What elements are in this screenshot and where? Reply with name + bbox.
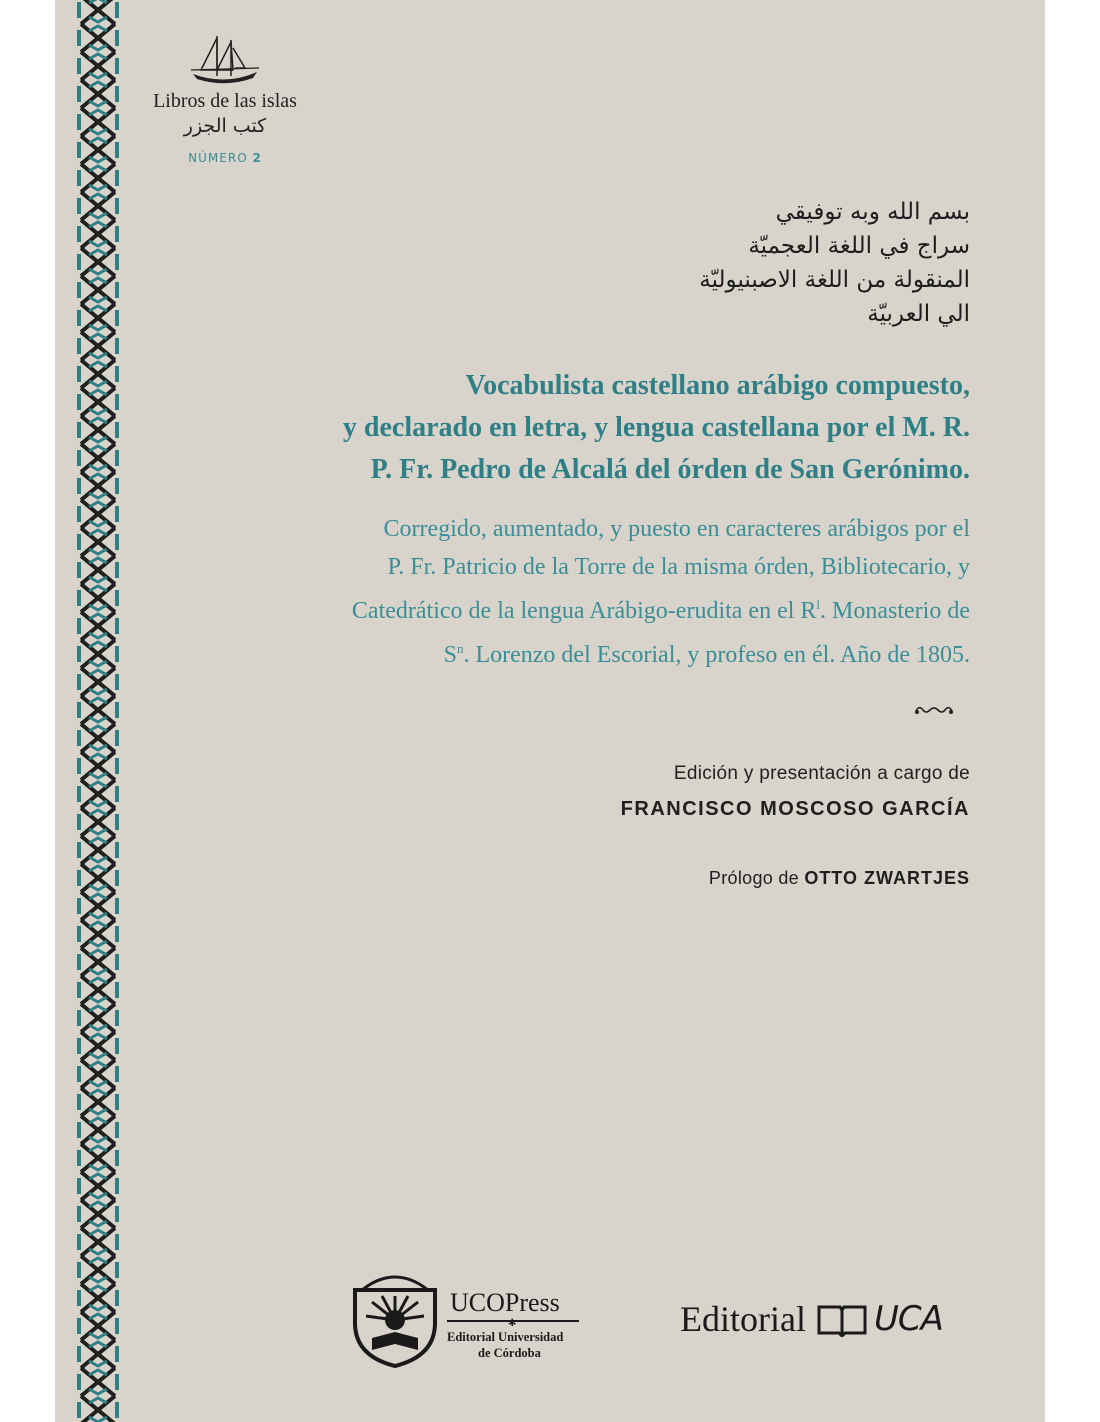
- border-knot: [79, 836, 117, 864]
- subtitle-line: [110, 586, 970, 630]
- border-knot: [79, 1172, 117, 1200]
- series-name-ar: كتب الجزر: [183, 115, 267, 137]
- border-knot: [79, 304, 117, 332]
- series-name-es: Libros de las islas: [153, 90, 297, 112]
- border-knot: [79, 780, 117, 808]
- decorative-border: [75, 0, 121, 1422]
- main-title-line: P. Fr. Pedro de Alcalá del órden de San Gerónimo.: [370, 454, 970, 485]
- border-knot: [79, 1088, 117, 1116]
- border-knot: [79, 892, 117, 920]
- prologue-author: OTTO ZWARTJES: [804, 868, 970, 888]
- border-knot: [79, 416, 117, 444]
- border-knot: [79, 388, 117, 416]
- subtitle-line: P. Fr. Patricio de la Torre de la misma órden, Bibliotecario, y: [387, 554, 970, 580]
- border-knot: [79, 1256, 117, 1284]
- border-knot: [79, 108, 117, 136]
- subtitle-text: S: [443, 642, 457, 668]
- border-knot: [79, 1284, 117, 1312]
- subtitle-text: . Lorenzo del Escorial, y profeso en él. Año de 1805.: [463, 642, 970, 668]
- border-knot: [79, 192, 117, 220]
- border-knot: [79, 696, 117, 724]
- prologue-credit: [709, 868, 970, 889]
- superscript: l: [816, 597, 821, 612]
- border-knot: [79, 80, 117, 108]
- subtitle: [110, 510, 970, 674]
- border-knot: [79, 1116, 117, 1144]
- border-knot: [79, 360, 117, 388]
- prologue-label: Prólogo de: [708, 868, 799, 888]
- border-knot: [79, 1340, 117, 1368]
- series-number-value: 2: [252, 151, 262, 165]
- border-knot: [79, 220, 117, 248]
- main-title-line: Vocabulista castellano arábigo compuesto,: [465, 370, 970, 401]
- border-knot: [79, 1368, 117, 1396]
- series-number-label: NÚMERO: [188, 151, 248, 165]
- border-knot: [79, 332, 117, 360]
- arabic-title-line: بسم الله وبه توفيقي: [775, 199, 970, 225]
- border-knot: [79, 948, 117, 976]
- border-knot: [79, 136, 117, 164]
- border-knot: [79, 1060, 117, 1088]
- edition-label: Edición y presentación a cargo de: [673, 763, 970, 784]
- border-knot: [79, 1396, 117, 1422]
- ship-icon: [187, 30, 263, 88]
- border-knot: [79, 52, 117, 80]
- subtitle-text: . Monasterio de: [820, 598, 970, 624]
- border-knot: [79, 164, 117, 192]
- subtitle-line: [110, 630, 970, 674]
- border-knot: [79, 24, 117, 52]
- border-knot: [79, 976, 117, 1004]
- border-knot: [79, 276, 117, 304]
- editorial-uca-logo: [680, 1298, 943, 1340]
- border-knot: [79, 248, 117, 276]
- arabic-title-line: المنقولة من اللغة الاصبنيوليّة: [699, 267, 970, 293]
- border-knot: [79, 1228, 117, 1256]
- border-knot: [79, 864, 117, 892]
- uca-word: UCA: [873, 1299, 943, 1339]
- ucopress-subtitle: Editorial Universidad: [447, 1330, 564, 1344]
- main-title: [150, 365, 970, 491]
- ucopress-logo: [350, 1268, 590, 1368]
- border-knot: [79, 920, 117, 948]
- main-title-line: y declarado en letra, y lengua castellana por el M. R.: [342, 412, 970, 443]
- star-icon: ✱: [508, 1318, 517, 1329]
- book-cover: [55, 0, 1045, 1422]
- arabic-title: [699, 195, 970, 331]
- subtitle-line: Corregido, aumentado, y puesto en caracteres arábigos por el: [383, 516, 970, 542]
- editor-name: FRANCISCO MOSCOSO GARCÍA: [620, 798, 970, 820]
- border-knot: [79, 1312, 117, 1340]
- ucopress-name: UCOPress: [450, 1288, 560, 1317]
- border-knot: [79, 1200, 117, 1228]
- superscript: n: [456, 641, 464, 656]
- border-knot: [79, 1032, 117, 1060]
- border-knot: [79, 472, 117, 500]
- border-knot: [79, 808, 117, 836]
- border-knot: [79, 752, 117, 780]
- ornament-icon: [913, 702, 955, 718]
- border-knot: [79, 724, 117, 752]
- border-knot: [79, 0, 117, 24]
- ucopress-subtitle: de Córdoba: [478, 1346, 541, 1360]
- series-number: [145, 151, 305, 165]
- border-knot: [79, 1004, 117, 1032]
- ucopress-shield-icon: [350, 1268, 440, 1368]
- arabic-title-line: الي العربيّة: [867, 301, 970, 327]
- subtitle-text: Catedrático de la lengua Arábigo-erudita en el R: [351, 598, 817, 624]
- border-knot: [79, 444, 117, 472]
- series-block: [145, 30, 305, 165]
- border-knot: [79, 1144, 117, 1172]
- arabic-title-line: سراج في اللغة العجميّة: [748, 233, 970, 259]
- editorial-word: Editorial: [680, 1299, 806, 1339]
- open-book-icon: [816, 1301, 868, 1337]
